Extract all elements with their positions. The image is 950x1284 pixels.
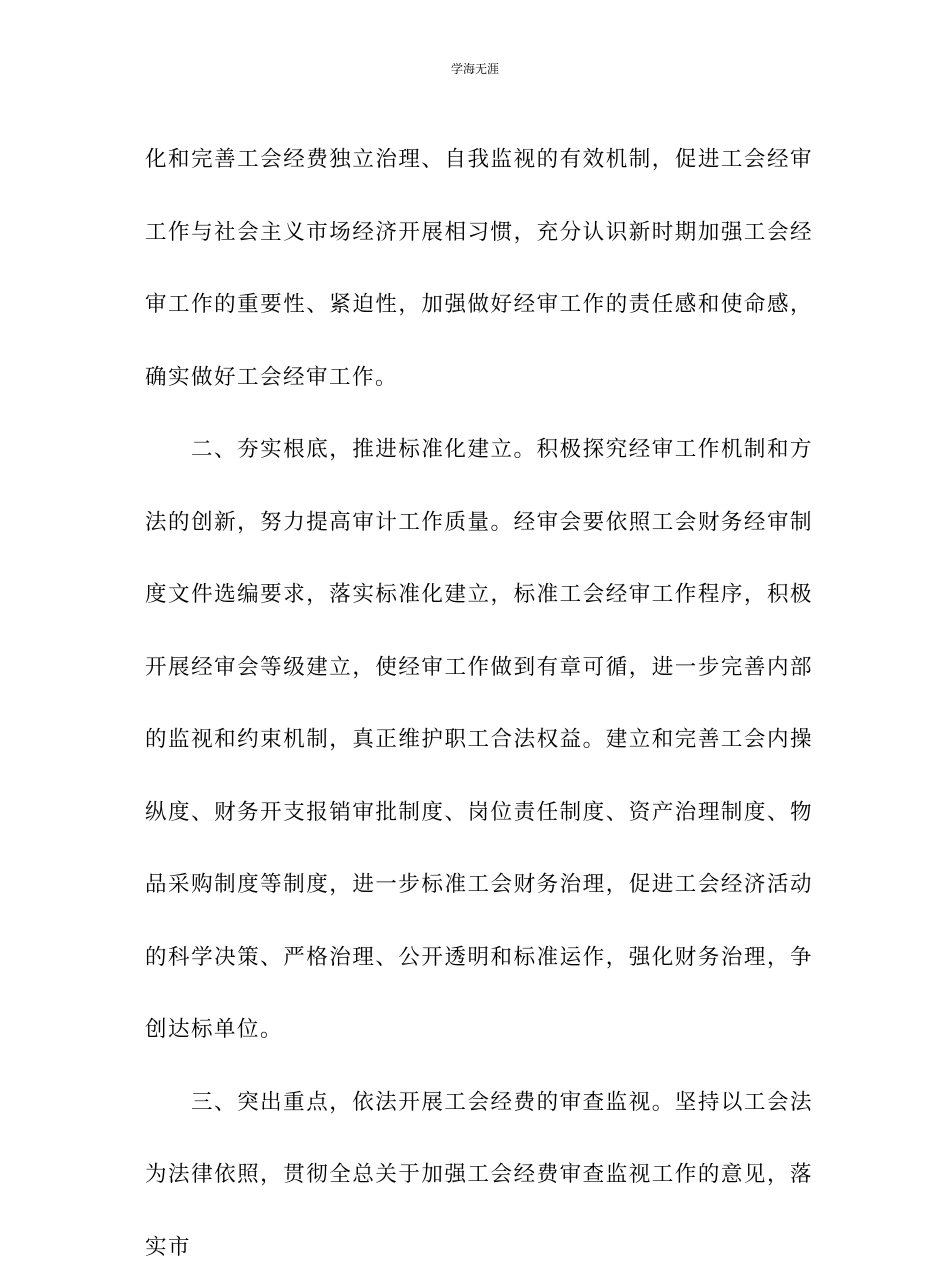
document-body <box>145 124 813 1284</box>
paragraph-continuation: 化和完善工会经费独立治理、自我监视的有效机制，促进工会经审工作与社会主义市场经济开展相习惯，充分认识新时期加强工会经审工作的重要性、紧迫性，加强做好经审工作的责任感和使命感，确实做好工会经审工作。 <box>145 124 813 414</box>
paragraph-section-two: 二、夯实根底，推进标准化建立。积极探究经审工作机制和方法的创新，努力提高审计工作质量。经审会要依照工会财务经审制度文件选编要求，落实标准化建立，标准工会经审工作程序，积极开展经审会等级建立，使经审工作做到有章可循，进一步完善内部的监视和约束机制，真正维护职工合法权益。建立和完善工会内操纵度、财务开支报销审批制度、岗位责任制度、资产治理制度、物品采购制度等制度，进一步标准工会财务治理，促进工会经济活动的科学决策、严格治理、公开透明和标准运作，强化财务治理，争创达标单位。 <box>145 414 813 1067</box>
page-header: 学海无涯 <box>0 62 950 76</box>
paragraph-section-three: 三、突出重点，依法开展工会经费的审查监视。坚持以工会法为法律依照，贯彻全总关于加强工会经费审查监视工作的意见，落实市 <box>145 1067 813 1284</box>
